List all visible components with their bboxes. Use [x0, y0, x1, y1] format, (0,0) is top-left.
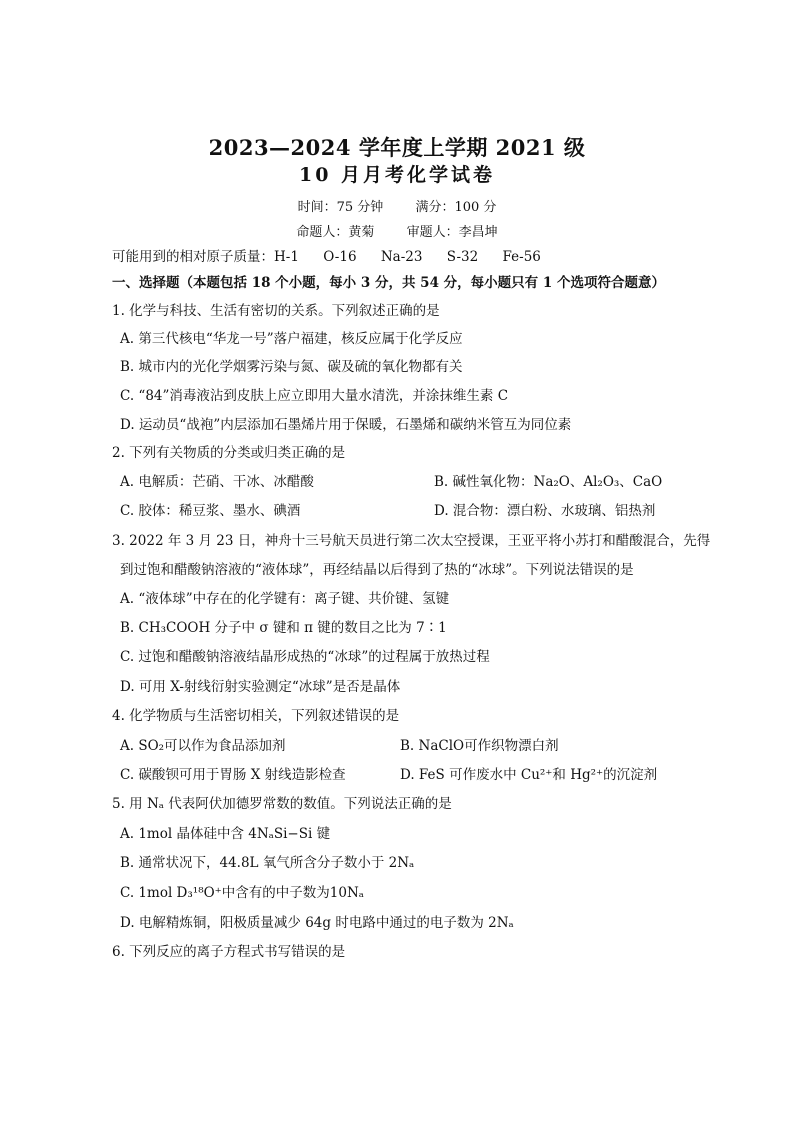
exam-reviewer: 审题人：李昌坤 — [406, 225, 498, 240]
exam-title-line2: 10 月月考化学试卷 — [298, 164, 496, 186]
question-option: A. 1mol 晶体硅中含 4NₐSi−Si 键 — [120, 826, 331, 842]
question-option: C. “84”消毒液沾到皮肤上应立即用大量水清洗，并涂抹维生素 C — [120, 388, 509, 404]
question-option: D. 电解精炼铜，阳极质量减少 64g 时电路中通过的电子数为 2Nₐ — [120, 915, 514, 931]
question-option: D. 运动员“战袍”内层添加石墨烯片用于保暖，石墨烯和碳纳米管互为同位素 — [120, 417, 572, 433]
question-stem: 5. 用 Nₐ 代表阿伏加德罗常数的数值。下列说法正确的是 — [112, 796, 452, 812]
question-option: C. 碳酸钡可用于胃肠 X 射线造影检查 — [120, 767, 346, 783]
exam-meta-time — [0, 196, 794, 215]
question-stem: 3. 2022 年 3 月 23 日，神舟十三号航天员进行第二次太空授课，王亚平将小苏打和醋酸混合，先得 — [112, 533, 711, 549]
question-option: B. CH₃COOH 分子中 σ 键和 π 键的数目之比为 7∶1 — [120, 620, 447, 636]
exam-title-line1: 2023—2024 学年度上学期 2021 级 — [208, 135, 586, 160]
exam-meta-authors — [0, 221, 794, 240]
exam-score: 满分：100 分 — [415, 200, 497, 215]
question-option: A. SO₂可以作为食品添加剂 — [120, 738, 286, 754]
atomic-masses-label: 可能用到的相对原子质量： — [112, 249, 274, 265]
question-stem: 4. 化学物质与生活密切相关，下列叙述错误的是 — [112, 708, 400, 724]
question-stem-continued: 到过饱和醋酸钠溶液的“液体球”，再经结晶以后得到了热的“冰球”。下列说法错误的是 — [120, 562, 634, 578]
atomic-mass-item: Fe-56 — [502, 249, 541, 265]
question-option: B. NaClO可作织物漂白剂 — [400, 738, 559, 754]
question-option: C. 过饱和醋酸钠溶液结晶形成热的“冰球”的过程属于放热过程 — [120, 649, 490, 665]
question-option: D. 混合物：漂白粉、水玻璃、铝热剂 — [434, 503, 656, 519]
question-option: B. 通常状况下，44.8L 氧气所含分子数小于 2Nₐ — [120, 855, 415, 871]
question-option: D. 可用 X-射线衍射实验测定“冰球”是否是晶体 — [120, 679, 401, 695]
question-option: A. 第三代核电“华龙一号”落户福建，核反应属于化学反应 — [120, 331, 463, 347]
atomic-mass-item: H-1 — [274, 249, 299, 265]
section-heading: 一、选择题（本题包括 18 个小题，每小 3 分，共 54 分，每小题只有 1 个选项符合题意） — [112, 275, 665, 291]
question-option: C. 1mol D₃¹⁸O⁺中含有的中子数为10Nₐ — [120, 885, 365, 901]
question-option: B. 碱性氧化物：Na₂O、Al₂O₃、CaO — [434, 474, 663, 490]
atomic-masses-line — [112, 248, 541, 266]
question-option: C. 胶体：稀豆浆、墨水、碘酒 — [120, 503, 301, 519]
question-stem: 2. 下列有关物质的分类或归类正确的是 — [112, 445, 346, 461]
question-option: B. 城市内的光化学烟雾污染与氮、碳及硫的氧化物都有关 — [120, 359, 463, 375]
question-option: A. “液体球”中存在的化学键有：离子键、共价键、氢键 — [120, 591, 450, 607]
atomic-mass-item: S-32 — [446, 249, 479, 265]
atomic-mass-item: O-16 — [323, 249, 357, 265]
question-option: D. FeS 可作废水中 Cu²⁺和 Hg²⁺的沉淀剂 — [400, 767, 658, 783]
question-stem: 1. 化学与科技、生活有密切的关系。下列叙述正确的是 — [112, 303, 440, 319]
atomic-mass-item: Na-23 — [380, 249, 423, 265]
question-option: A. 电解质：芒硝、干冰、冰醋酸 — [120, 474, 314, 490]
question-stem: 6. 下列反应的离子方程式书写错误的是 — [112, 944, 346, 960]
exam-author: 命题人：黄菊 — [296, 225, 375, 240]
exam-time: 时间：75 分钟 — [297, 200, 384, 215]
